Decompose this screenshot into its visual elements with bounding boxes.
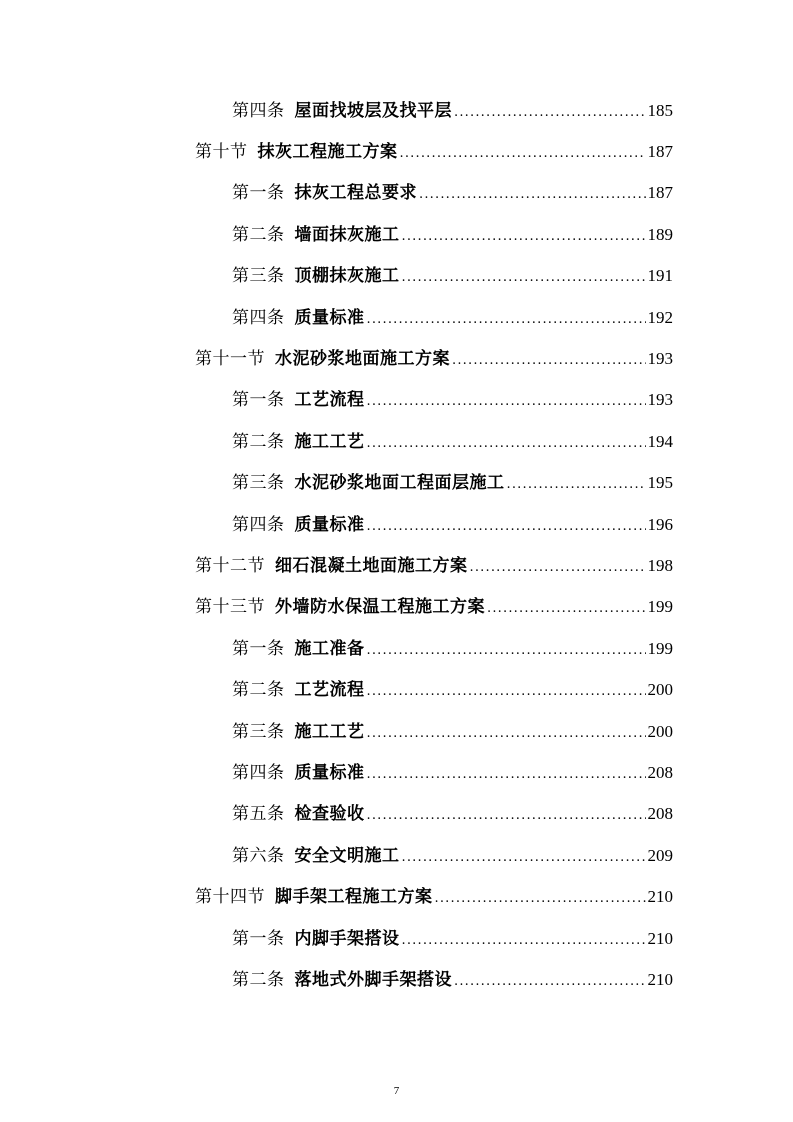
toc-entry-page: 208: [647, 762, 673, 782]
toc-entry-title: 墙面抹灰施工: [294, 224, 400, 245]
toc-entry-content: [232, 723, 673, 741]
toc-entry-page: 187: [647, 142, 673, 162]
toc-entry-number: 第四条: [232, 514, 285, 535]
toc-entry-page: 193: [647, 349, 673, 369]
toc-entry[interactable]: [0, 463, 793, 504]
toc-dot-leader: [470, 561, 646, 574]
toc-dot-leader: [367, 809, 646, 822]
toc-entry-content: [232, 971, 673, 989]
toc-dot-leader: [367, 685, 646, 698]
toc-entry-content: [232, 516, 673, 534]
toc-entry-title: 脚手架工程施工方案: [275, 887, 433, 908]
toc-entry-number: 第三条: [232, 473, 285, 494]
toc-entry-title: 细石混凝土地面施工方案: [275, 555, 468, 576]
toc-entry-page: 198: [647, 555, 673, 575]
toc-entry-title: 质量标准: [294, 307, 365, 328]
toc-entry[interactable]: [0, 794, 793, 835]
toc-entry-title: 内脚手架搭设: [294, 928, 400, 949]
toc-entry-number: 第十三节: [195, 597, 265, 618]
toc-entry-content: [232, 309, 673, 327]
toc-entry[interactable]: [0, 90, 793, 131]
toc-entry-page: 193: [647, 390, 673, 410]
toc-entry[interactable]: [0, 297, 793, 338]
toc-entry[interactable]: [0, 380, 793, 421]
toc-entry[interactable]: [0, 545, 793, 586]
toc-dot-leader: [367, 768, 646, 781]
toc-dot-leader: [452, 354, 646, 367]
toc-entry[interactable]: [0, 173, 793, 214]
toc-entry-number: 第一条: [232, 183, 285, 204]
toc-entry-content: [232, 474, 673, 492]
toc-entry-content: [232, 433, 673, 451]
toc-entry-title: 施工工艺: [294, 721, 365, 742]
toc-entry-title: 工艺流程: [294, 680, 365, 701]
toc-entry-content: [195, 350, 673, 368]
toc-entry-page: 192: [647, 307, 673, 327]
toc-entry[interactable]: [0, 338, 793, 379]
toc-entry-title: 施工准备: [294, 638, 365, 659]
toc-entry-title: 水泥砂浆地面工程面层施工: [294, 473, 505, 494]
toc-entry-number: 第十四节: [195, 887, 265, 908]
toc-entry-content: [232, 102, 673, 120]
toc-entry-number: 第三条: [232, 721, 285, 742]
toc-entry[interactable]: [0, 959, 793, 1000]
toc-entry[interactable]: [0, 587, 793, 628]
toc-entry-page: 196: [647, 514, 673, 534]
toc-entry-content: [232, 764, 673, 782]
toc-entry[interactable]: [0, 504, 793, 545]
toc-entry-title: 落地式外脚手架搭设: [294, 969, 452, 990]
toc-entry-number: 第十节: [195, 142, 248, 163]
toc-entry-page: 195: [647, 473, 673, 493]
toc-entry-title: 抹灰工程施工方案: [257, 142, 398, 163]
toc-entry-page: 210: [647, 969, 673, 989]
toc-dot-leader: [402, 934, 646, 947]
toc-entry-number: 第十一节: [195, 349, 265, 370]
toc-entry[interactable]: [0, 256, 793, 297]
toc-entry-title: 施工工艺: [294, 431, 365, 452]
toc-dot-leader: [454, 975, 646, 988]
toc-entry-page: 199: [647, 597, 673, 617]
toc-entry-number: 第六条: [232, 845, 285, 866]
toc-entry-title: 质量标准: [294, 762, 365, 783]
toc-entry-number: 第十二节: [195, 555, 265, 576]
toc-dot-leader: [367, 313, 646, 326]
page-number: 7: [393, 1085, 400, 1097]
toc-dot-leader: [367, 727, 646, 740]
toc-dot-leader: [402, 271, 646, 284]
toc-entry[interactable]: [0, 711, 793, 752]
toc-dot-leader: [367, 644, 646, 657]
toc-dot-leader: [402, 230, 646, 243]
toc-entry[interactable]: [0, 918, 793, 959]
toc-entry-content: [195, 143, 673, 161]
toc-entry-title: 检查验收: [294, 804, 365, 825]
toc-dot-leader: [400, 147, 646, 160]
toc-entry-page: 208: [647, 804, 673, 824]
toc-entry[interactable]: [0, 876, 793, 917]
toc-entry[interactable]: [0, 421, 793, 462]
toc-dot-leader: [419, 188, 646, 201]
toc-dot-leader: [367, 520, 646, 533]
toc-entry[interactable]: [0, 835, 793, 876]
toc-entry-page: 209: [647, 845, 673, 865]
toc-entry-content: [195, 598, 673, 616]
toc-entry-content: [232, 930, 673, 948]
toc-entry-content: [232, 391, 673, 409]
toc-entry-number: 第三条: [232, 266, 285, 287]
toc-entry-title: 工艺流程: [294, 390, 365, 411]
toc-entry-number: 第一条: [232, 390, 285, 411]
table-of-contents: [0, 90, 793, 1001]
toc-dot-leader: [435, 892, 646, 905]
toc-entry-title: 抹灰工程总要求: [294, 183, 417, 204]
toc-dot-leader: [367, 395, 646, 408]
toc-entry-page: 210: [647, 887, 673, 907]
toc-entry-content: [232, 847, 673, 865]
toc-entry-title: 顶棚抹灰施工: [294, 266, 400, 287]
toc-entry[interactable]: [0, 214, 793, 255]
toc-entry[interactable]: [0, 131, 793, 172]
toc-entry-content: [232, 267, 673, 285]
toc-entry-title: 外墙防水保温工程施工方案: [275, 597, 485, 618]
toc-dot-leader: [454, 106, 646, 119]
toc-entry-title: 质量标准: [294, 514, 365, 535]
toc-entry-page: 187: [647, 183, 673, 203]
toc-entry-page: 189: [647, 224, 673, 244]
toc-entry-content: [195, 557, 673, 575]
toc-entry-content: [232, 640, 673, 658]
toc-entry[interactable]: [0, 752, 793, 793]
toc-entry-content: [232, 226, 673, 244]
toc-dot-leader: [487, 602, 646, 615]
toc-entry-number: 第一条: [232, 928, 285, 949]
toc-entry-content: [232, 184, 673, 202]
toc-entry-page: 185: [647, 100, 673, 120]
toc-entry-number: 第二条: [232, 431, 285, 452]
toc-entry-content: [232, 805, 673, 823]
toc-entry-page: 200: [647, 680, 673, 700]
toc-entry-page: 200: [647, 721, 673, 741]
toc-entry-page: 199: [647, 638, 673, 658]
toc-entry-number: 第五条: [232, 804, 285, 825]
toc-entry-title: 水泥砂浆地面施工方案: [275, 349, 450, 370]
toc-dot-leader: [402, 851, 646, 864]
toc-entry-number: 第二条: [232, 969, 285, 990]
toc-entry-page: 191: [647, 266, 673, 286]
toc-entry[interactable]: [0, 628, 793, 669]
toc-entry-title: 屋面找坡层及找平层: [294, 100, 452, 121]
toc-entry-content: [232, 681, 673, 699]
toc-entry-page: 194: [647, 431, 673, 451]
toc-entry-number: 第二条: [232, 224, 285, 245]
toc-entry-number: 第四条: [232, 307, 285, 328]
toc-dot-leader: [507, 478, 646, 491]
toc-entry-page: 210: [647, 928, 673, 948]
toc-entry-number: 第四条: [232, 100, 285, 121]
toc-dot-leader: [367, 437, 646, 450]
toc-entry-number: 第二条: [232, 680, 285, 701]
toc-entry-content: [195, 888, 673, 906]
toc-entry-title: 安全文明施工: [294, 845, 400, 866]
toc-entry-number: 第一条: [232, 638, 285, 659]
toc-entry[interactable]: [0, 669, 793, 710]
toc-entry-number: 第四条: [232, 762, 285, 783]
